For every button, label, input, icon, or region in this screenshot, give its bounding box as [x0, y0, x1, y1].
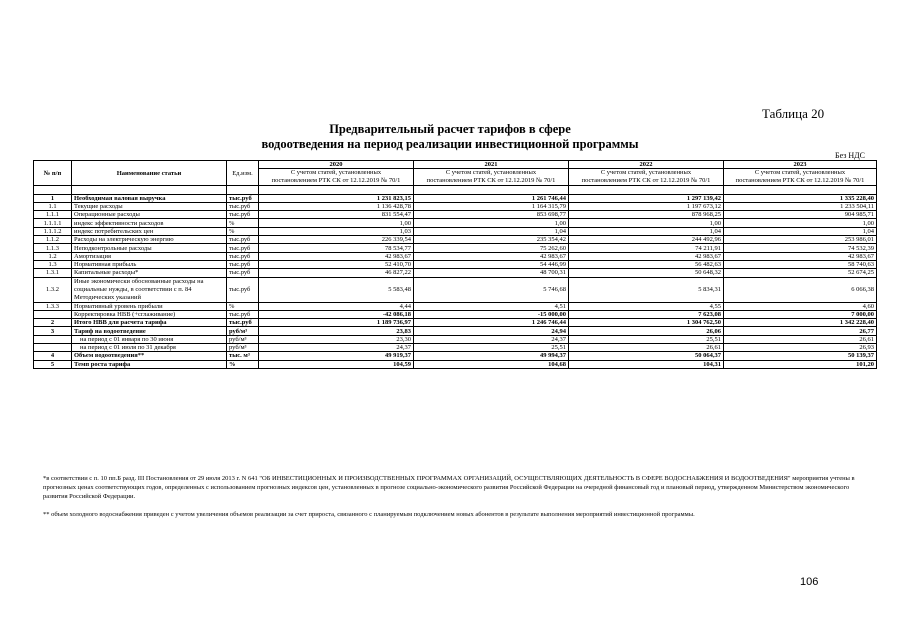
table-row — [34, 335, 877, 343]
header-unit: Ед.изм. — [227, 161, 259, 186]
row-value-2020: 78 534,77 — [259, 244, 414, 252]
row-num: 1.3.3 — [34, 302, 72, 310]
row-value-2022: 104,31 — [569, 360, 724, 368]
table-row — [34, 352, 877, 360]
row-value-2020: 1 136 428,78 — [259, 202, 414, 210]
row-value-2021: 1 246 746,44 — [414, 319, 569, 327]
row-num: 1.1.1.1 — [34, 219, 72, 227]
table-number-label: Таблица 20 — [762, 106, 825, 121]
row-value-2020: 49 919,37 — [259, 352, 414, 360]
row-value-2021: 25,51 — [414, 344, 569, 352]
row-unit: тыс.руб — [227, 260, 259, 268]
table-row — [34, 202, 877, 210]
header-desc-2020: С учетом статей, установленных постановлением РТК СК от 12.12.2019 № 70/1 — [259, 169, 414, 186]
row-unit: % — [227, 360, 259, 368]
row-value-2023: 1,04 — [724, 227, 877, 235]
row-value-2021: 235 354,42 — [414, 236, 569, 244]
row-value-2021: 4,51 — [414, 302, 569, 310]
row-name: на период с 01 января по 30 июня — [72, 335, 227, 343]
row-num: 1 — [34, 194, 72, 202]
row-unit: тыс. м³ — [227, 352, 259, 360]
header-name: Наименование статьи — [72, 161, 227, 186]
row-value-2023: 7 000,00 — [724, 310, 877, 318]
row-unit: тыс.руб — [227, 211, 259, 219]
row-value-2021: 54 446,99 — [414, 260, 569, 268]
row-value-2022: 42 983,67 — [569, 252, 724, 260]
table-row — [34, 260, 877, 268]
row-name: Корректировка НВВ (+сглаживание) — [72, 310, 227, 318]
row-value-2022: 74 211,91 — [569, 244, 724, 252]
row-value-2023: 253 986,01 — [724, 236, 877, 244]
row-value-2021: 1 261 746,44 — [414, 194, 569, 202]
table-body-part1 — [34, 194, 877, 277]
row-unit: руб/м³ — [227, 335, 259, 343]
row-value-2023: 26,93 — [724, 344, 877, 352]
table-row — [34, 219, 877, 227]
row-unit: руб/м³ — [227, 344, 259, 352]
row-name: Нормативная прибыль — [72, 260, 227, 268]
row-value-2022: 50 064,37 — [569, 352, 724, 360]
row-value-2022: 26,61 — [569, 344, 724, 352]
row-value-2022: 5 834,31 — [569, 277, 724, 302]
row-num: 1.1.1 — [34, 211, 72, 219]
table-row — [34, 277, 877, 302]
table-row — [34, 319, 877, 327]
row-unit: тыс.руб — [227, 277, 259, 302]
row-value-2020: 226 339,54 — [259, 236, 414, 244]
row-unit: % — [227, 219, 259, 227]
header-desc-2022: С учетом статей, установленных постановлением РТК СК от 12.12.2019 № 70/1 — [569, 169, 724, 186]
row-name: Темп роста тарифа — [72, 360, 227, 368]
row-value-2021: 42 983,67 — [414, 252, 569, 260]
row-unit: % — [227, 302, 259, 310]
row-value-2020: 42 983,67 — [259, 252, 414, 260]
row-name: Неподконтрольные расходы — [72, 244, 227, 252]
row-value-2020: 24,37 — [259, 344, 414, 352]
row-num: 3 — [34, 327, 72, 335]
row-value-2020: 1,00 — [259, 219, 414, 227]
row-num: 2 — [34, 319, 72, 327]
row-unit: % — [227, 227, 259, 235]
row-num: 1.1.2 — [34, 236, 72, 244]
row-value-2021: 1,04 — [414, 227, 569, 235]
row-value-2022: 244 492,96 — [569, 236, 724, 244]
row-name: Тариф на водоотведение — [72, 327, 227, 335]
row-value-2022: 26,06 — [569, 327, 724, 335]
row-value-2021: 48 700,31 — [414, 269, 569, 277]
tariff-table — [33, 160, 877, 369]
row-name: Необходимая валовая выручка — [72, 194, 227, 202]
row-value-2020: 104,59 — [259, 360, 414, 368]
header-year-2020: 2020 — [259, 161, 414, 169]
row-value-2023: 1 335 228,40 — [724, 194, 877, 202]
row-value-2023: 1,00 — [724, 219, 877, 227]
row-value-2022: 1,04 — [569, 227, 724, 235]
row-unit: тыс.руб — [227, 269, 259, 277]
row-num: 4 — [34, 352, 72, 360]
header-year-2022: 2022 — [569, 161, 724, 169]
row-unit: тыс.руб — [227, 194, 259, 202]
header-desc-2023: С учетом статей, установленных постановлением РТК СК от 12.12.2019 № 70/1 — [724, 169, 877, 186]
row-value-2022: 1 297 139,42 — [569, 194, 724, 202]
row-value-2020: 23,83 — [259, 327, 414, 335]
row-unit: тыс.руб — [227, 319, 259, 327]
table-row — [34, 310, 877, 318]
header-year-2021: 2021 — [414, 161, 569, 169]
row-value-2020: 23,30 — [259, 335, 414, 343]
header-year-2023: 2023 — [724, 161, 877, 169]
row-value-2020: 46 827,22 — [259, 269, 414, 277]
row-unit: тыс.руб — [227, 310, 259, 318]
row-value-2022: 1,00 — [569, 219, 724, 227]
row-value-2020: 831 554,47 — [259, 211, 414, 219]
table-row — [34, 269, 877, 277]
row-value-2023: 42 983,67 — [724, 252, 877, 260]
row-value-2023: 904 985,71 — [724, 211, 877, 219]
row-value-2023: 1 342 228,40 — [724, 319, 877, 327]
row-name: индекс эффективности расходов — [72, 219, 227, 227]
table-row — [34, 344, 877, 352]
table-row — [34, 327, 877, 335]
row-name: индекс потребительских цен — [72, 227, 227, 235]
row-value-2022: 56 482,63 — [569, 260, 724, 268]
row-value-2021: 24,94 — [414, 327, 569, 335]
row-value-2023: 26,77 — [724, 327, 877, 335]
row-value-2023: 58 740,63 — [724, 260, 877, 268]
title-line-1: Предварительный расчет тарифов в сфере — [329, 122, 571, 136]
page-title — [240, 122, 660, 152]
row-value-2023: 50 139,37 — [724, 352, 877, 360]
row-value-2021: 1,00 — [414, 219, 569, 227]
row-num: 1.1 — [34, 202, 72, 210]
row-value-2023: 4,60 — [724, 302, 877, 310]
row-value-2020: 5 583,48 — [259, 277, 414, 302]
table-row — [34, 194, 877, 202]
title-line-2: водоотведения на период реализации инвестиционной программы — [261, 137, 639, 151]
row-name: Итого НВВ для расчета тарифа — [72, 319, 227, 327]
row-num: 1.3.1 — [34, 269, 72, 277]
table-row — [34, 227, 877, 235]
footnote-1: *в соответствии с п. 10 пп.Б разд. III Постановления от 29 июля 2013 г. N 641 "ОБ ИНВЕСТИЦИОННЫХ И ПРОИЗВОДСТВЕННЫХ ПРОГРАММАХ ОРГАНИЗАЦИЙ, ОСУЩЕСТВЛЯЮЩИХ ДЕЯТЕЛЬНОСТЬ В СФЕРЕ ВОДОСНАБЖЕНИЯ И ВОДООТВЕДЕНИЯ" мероприятия учтены в прогнозных ценах соответствующих годов, определенных с использованием прогнозных индексов цен, установленных в прогнозе социально-экономического развития Российской Федерации на очередной финансовый год и плановый период, утвержденном Министерством экономического развития Российской Федерации. — [43, 475, 855, 500]
row-value-2021: 49 994,37 — [414, 352, 569, 360]
row-unit: тыс.руб — [227, 236, 259, 244]
table-row — [34, 252, 877, 260]
row-unit: руб/м³ — [227, 327, 259, 335]
row-name: Текущие расходы — [72, 202, 227, 210]
row-value-2021: 24,37 — [414, 335, 569, 343]
row-value-2022: 4,55 — [569, 302, 724, 310]
row-num: 5 — [34, 360, 72, 368]
row-unit: тыс.руб — [227, 202, 259, 210]
row-value-2021: 853 698,77 — [414, 211, 569, 219]
row-value-2021: 1 164 315,79 — [414, 202, 569, 210]
row-value-2022: 878 968,25 — [569, 211, 724, 219]
row-value-2022: 1 197 673,12 — [569, 202, 724, 210]
row-name: Нормативный уровень прибыли — [72, 302, 227, 310]
row-num — [34, 310, 72, 318]
row-num: 1.3.2 — [34, 277, 72, 302]
header-num: № п/п — [34, 161, 72, 186]
table-row — [34, 236, 877, 244]
header-desc-2021: С учетом статей, установленных постановлением РТК СК от 12.12.2019 № 70/1 — [414, 169, 569, 186]
row-value-2023: 74 532,39 — [724, 244, 877, 252]
row-value-2022: 50 648,32 — [569, 269, 724, 277]
row-value-2022: 7 623,08 — [569, 310, 724, 318]
table-row — [34, 244, 877, 252]
row-value-2021: 75 262,60 — [414, 244, 569, 252]
row-value-2020: 1 189 736,97 — [259, 319, 414, 327]
row-num: 1.3 — [34, 260, 72, 268]
spacer-row — [34, 186, 877, 194]
row-value-2020: -42 086,18 — [259, 310, 414, 318]
row-name: Операционные расходы — [72, 211, 227, 219]
table-row — [34, 302, 877, 310]
row-value-2020: 4,44 — [259, 302, 414, 310]
row-unit: тыс.руб — [227, 252, 259, 260]
row-value-2020: 52 410,70 — [259, 260, 414, 268]
row-value-2023: 1 233 504,11 — [724, 202, 877, 210]
table-row — [34, 360, 877, 368]
row-num — [34, 344, 72, 352]
row-name: Капитальные расходы* — [72, 269, 227, 277]
row-value-2023: 101,20 — [724, 360, 877, 368]
row-value-2023: 26,61 — [724, 335, 877, 343]
row-value-2020: 1,03 — [259, 227, 414, 235]
row-value-2020: 1 231 823,15 — [259, 194, 414, 202]
row-value-2023: 52 674,25 — [724, 269, 877, 277]
row-value-2021: 104,68 — [414, 360, 569, 368]
row-num: 1.2 — [34, 252, 72, 260]
row-name: на период с 01 июля по 31 декабря — [72, 344, 227, 352]
row-value-2021: 5 746,68 — [414, 277, 569, 302]
table-row — [34, 211, 877, 219]
row-num — [34, 335, 72, 343]
row-name: Объем водоотведения** — [72, 352, 227, 360]
row-num: 1.1.3 — [34, 244, 72, 252]
table-body-part2 — [34, 302, 877, 368]
header-years-row — [34, 161, 877, 169]
page-number: 106 — [800, 576, 819, 588]
row-name: Расходы на электрическую энергию — [72, 236, 227, 244]
row-name: Иные экономически обоснованные расходы на социальные нужды, в соответствии с п. 84 Методических указаний — [72, 277, 227, 302]
row-name: Амортизация — [72, 252, 227, 260]
row-value-2021: -15 000,00 — [414, 310, 569, 318]
row-value-2023: 6 066,38 — [724, 277, 877, 302]
footnote-2: ** объем холодного водоснабжения приведен с учетом увеличения объемов реализации за счет прироста, связанного с планируемым подключением новых абонентов в результате выполнения мероприятий инвестиционной программы. — [43, 511, 695, 518]
row-unit: тыс.руб — [227, 244, 259, 252]
row-num: 1.1.1.2 — [34, 227, 72, 235]
row-value-2022: 1 304 762,50 — [569, 319, 724, 327]
vat-note: Без НДС — [835, 151, 865, 160]
row-value-2022: 25,51 — [569, 335, 724, 343]
